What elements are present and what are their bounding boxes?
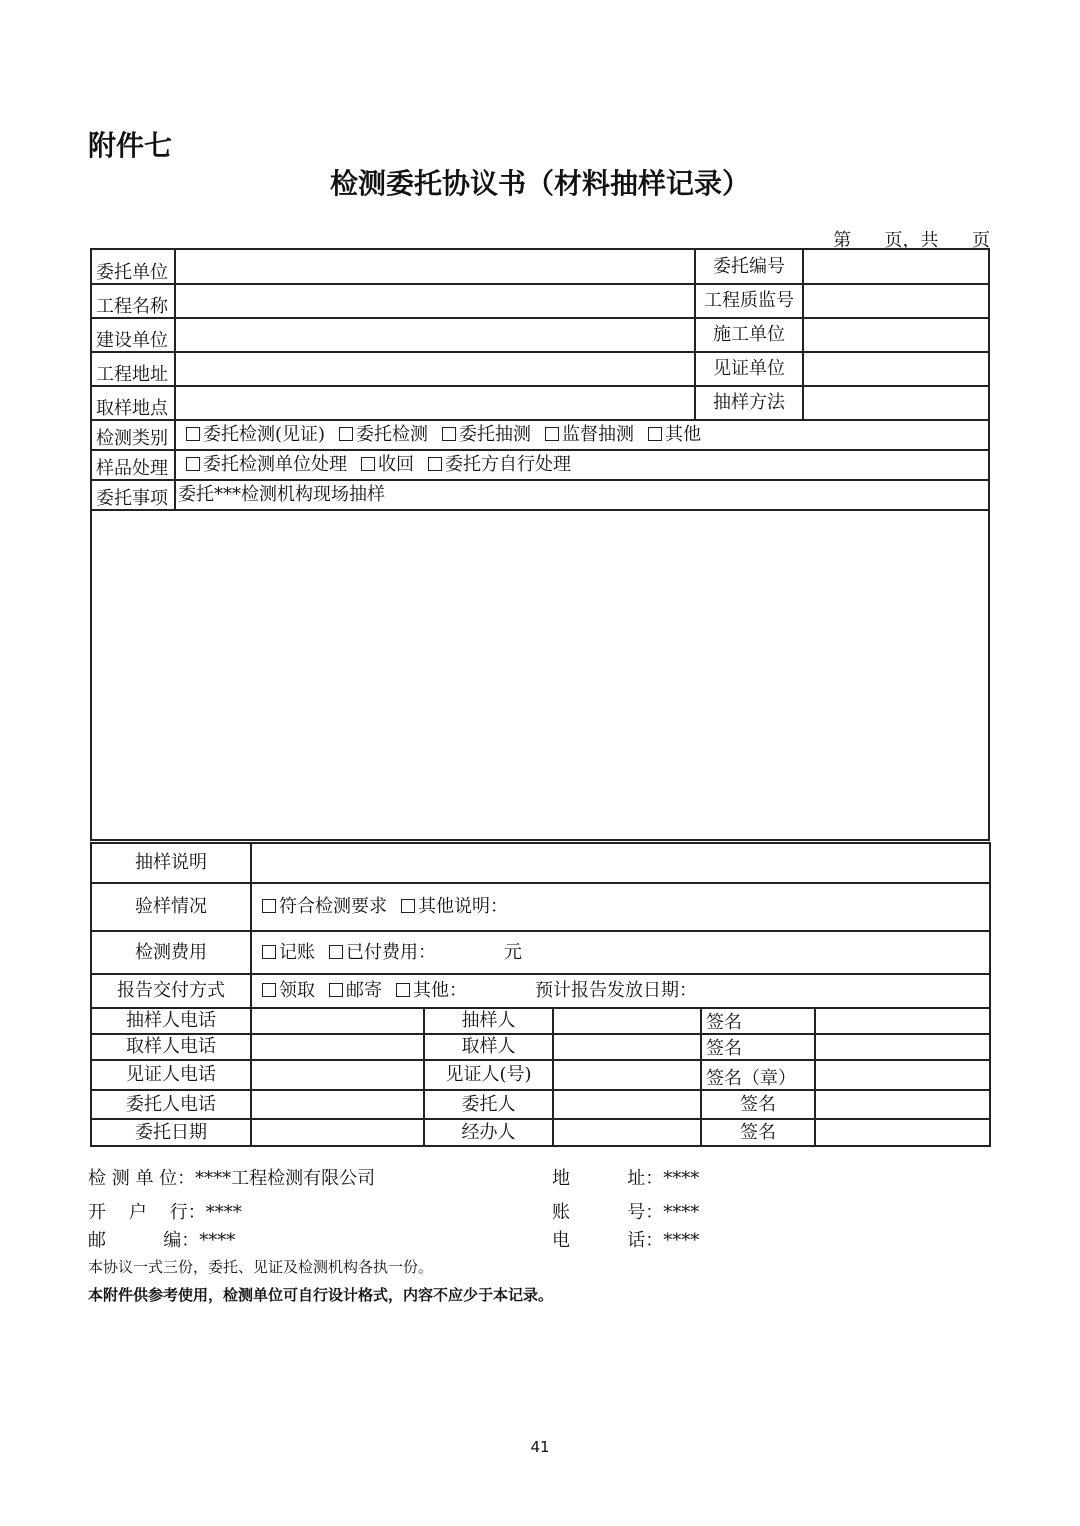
delivery-options xyxy=(251,974,990,1008)
sampling-location-field[interactable] xyxy=(175,386,695,420)
checkbox[interactable] xyxy=(262,945,276,959)
checkbox[interactable] xyxy=(428,457,442,471)
option-label: 邮寄 xyxy=(346,980,382,1001)
copies-note: 本协议一式三份，委托、见证及检测机构各执一份。 xyxy=(88,1258,434,1276)
checkbox[interactable] xyxy=(262,983,276,997)
client-field[interactable] xyxy=(553,1090,701,1119)
phone-line xyxy=(552,1226,699,1252)
account-value: **** xyxy=(663,1202,700,1223)
phone-label: 电 话： xyxy=(552,1230,664,1251)
construction-contractor-field[interactable] xyxy=(803,318,989,352)
postcode-line xyxy=(88,1226,235,1252)
taker-field[interactable] xyxy=(553,1034,701,1060)
sampling-method-field[interactable] xyxy=(803,386,989,420)
postcode-label: 邮 编： xyxy=(88,1230,200,1251)
checkbox[interactable] xyxy=(442,427,456,441)
taker-phone-label: 取样人电话 xyxy=(91,1034,251,1060)
quality-supervision-no-label: 工程质监号 xyxy=(695,284,803,318)
details-area[interactable] xyxy=(91,510,989,840)
option-label: 委托方自行处理 xyxy=(445,454,571,475)
witness-field[interactable] xyxy=(553,1060,701,1090)
taker-sign-label: 签名 xyxy=(701,1034,815,1060)
client-unit-field[interactable] xyxy=(175,249,695,284)
sampler-phone-label: 抽样人电话 xyxy=(91,1008,251,1034)
checkbox[interactable] xyxy=(361,457,375,471)
option-label: 领取 xyxy=(279,980,315,1001)
handler-label: 经办人 xyxy=(424,1119,553,1146)
client-sign-label: 签名 xyxy=(701,1090,815,1119)
construction-contractor-label: 施工单位 xyxy=(695,318,803,352)
checkbox[interactable] xyxy=(339,427,353,441)
commission-no-field[interactable] xyxy=(803,249,989,284)
handler-sign-label: 签名 xyxy=(701,1119,815,1146)
inspection-options xyxy=(251,883,990,931)
client-label: 委托人 xyxy=(424,1090,553,1119)
pager-di: 第 xyxy=(833,230,852,251)
commission-date-label: 委托日期 xyxy=(91,1119,251,1146)
sampler-sign-label: 签名 xyxy=(701,1008,815,1034)
test-category-options xyxy=(175,420,989,450)
checkbox[interactable] xyxy=(186,427,200,441)
checkbox[interactable] xyxy=(186,457,200,471)
checkbox[interactable] xyxy=(648,427,662,441)
commission-no-label: 委托编号 xyxy=(695,249,803,284)
pager-ye1: 页，共 xyxy=(884,230,939,251)
checkbox[interactable] xyxy=(401,899,415,913)
witness-unit-label: 见证单位 xyxy=(695,352,803,386)
commission-date-field[interactable] xyxy=(251,1119,424,1146)
project-address-field[interactable] xyxy=(175,352,695,386)
test-unit-label: 检 测 单 位： xyxy=(88,1168,196,1189)
project-name-label: 工程名称 xyxy=(91,284,175,318)
option-label: 委托检测 xyxy=(356,424,429,445)
option-label: 委托抽测 xyxy=(459,424,532,445)
delivery-label: 报告交付方式 xyxy=(91,974,251,1008)
commission-matters-label: 委托事项 xyxy=(91,480,175,510)
sampler-sign-field[interactable] xyxy=(815,1008,990,1034)
construction-owner-field[interactable] xyxy=(175,318,695,352)
reference-note: 本附件供参考使用，检测单位可自行设计格式，内容不应少于本记录。 xyxy=(88,1286,554,1304)
fee-unit: 元 xyxy=(504,941,522,963)
client-phone-label: 委托人电话 xyxy=(91,1090,251,1119)
taker-sign-field[interactable] xyxy=(815,1034,990,1060)
option-label: 收回 xyxy=(378,454,414,475)
witness-sign-label: 签名（章） xyxy=(701,1060,815,1090)
sampler-label: 抽样人 xyxy=(424,1008,553,1034)
option-label: 监督抽测 xyxy=(562,424,635,445)
taker-phone-field[interactable] xyxy=(251,1034,424,1060)
sampling-record-table xyxy=(90,842,991,1147)
option-label: 其他 xyxy=(665,424,702,445)
phone-value: **** xyxy=(663,1230,700,1251)
pager-ye2: 页 xyxy=(972,230,990,251)
checkbox[interactable] xyxy=(545,427,559,441)
sample-handling-label: 样品处理 xyxy=(91,450,175,480)
handler-sign-field[interactable] xyxy=(815,1119,990,1146)
sampler-phone-field[interactable] xyxy=(251,1008,424,1034)
document-title: 检测委托协议书（材料抽样记录） xyxy=(329,167,750,200)
project-name-field[interactable] xyxy=(175,284,695,318)
test-unit-value: ****工程检测有限公司 xyxy=(195,1168,376,1189)
option-label: 已付费用： xyxy=(346,941,436,963)
commission-matters-value[interactable]: 委托***检测机构现场抽样 xyxy=(175,480,989,510)
sampler-field[interactable] xyxy=(553,1008,701,1034)
witness-unit-field[interactable] xyxy=(803,352,989,386)
option-label: 其他： xyxy=(413,980,467,1001)
bank-label: 开 户 行： xyxy=(88,1202,206,1223)
client-unit-label: 委托单位 xyxy=(91,249,175,284)
fee-options xyxy=(251,931,990,974)
option-label: 委托检测(见证) xyxy=(203,424,326,445)
handler-field[interactable] xyxy=(553,1119,701,1146)
witness-label: 见证人(号) xyxy=(424,1060,553,1090)
witness-phone-label: 见证人电话 xyxy=(91,1060,251,1090)
fee-label: 检测费用 xyxy=(91,931,251,974)
postcode-value: **** xyxy=(199,1230,236,1251)
project-address-label: 工程地址 xyxy=(91,352,175,386)
attachment-label: 附件七 xyxy=(88,129,173,162)
construction-owner-label: 建设单位 xyxy=(91,318,175,352)
account-line xyxy=(552,1198,699,1224)
sampling-location-label: 取样地点 xyxy=(91,386,175,420)
inspection-label: 验样情况 xyxy=(91,883,251,931)
witness-phone-field[interactable] xyxy=(251,1060,424,1090)
checkbox[interactable] xyxy=(262,899,276,913)
test-category-label: 检测类别 xyxy=(91,420,175,450)
client-sign-field[interactable] xyxy=(815,1090,990,1119)
address-value: **** xyxy=(663,1168,700,1189)
option-label: 符合检测要求 xyxy=(279,896,387,917)
sampling-description-field[interactable] xyxy=(251,843,990,883)
sample-handling-options xyxy=(175,450,989,480)
option-label: 委托检测单位处理 xyxy=(203,454,347,475)
checkbox[interactable] xyxy=(396,983,410,997)
option-label: 其他说明： xyxy=(418,896,508,917)
taker-label: 取样人 xyxy=(424,1034,553,1060)
checkbox[interactable] xyxy=(329,945,343,959)
sampling-method-label: 抽样方法 xyxy=(695,386,803,420)
address-label: 地 址： xyxy=(552,1168,664,1189)
witness-sign-field[interactable] xyxy=(815,1060,990,1090)
address-line xyxy=(552,1164,699,1190)
bank-line xyxy=(88,1198,242,1224)
bank-value: **** xyxy=(205,1202,242,1223)
option-label: 记账 xyxy=(279,941,315,963)
account-label: 账 号： xyxy=(552,1202,664,1223)
expected-date-label: 预计报告发放日期： xyxy=(535,980,697,1001)
commission-form-table xyxy=(90,248,990,841)
sampling-description-label: 抽样说明 xyxy=(91,843,251,883)
checkbox[interactable] xyxy=(329,983,343,997)
page-number: 41 xyxy=(530,1438,550,1456)
client-phone-field[interactable] xyxy=(251,1090,424,1119)
test-unit-line xyxy=(88,1164,375,1190)
quality-supervision-no-field[interactable] xyxy=(803,284,989,318)
